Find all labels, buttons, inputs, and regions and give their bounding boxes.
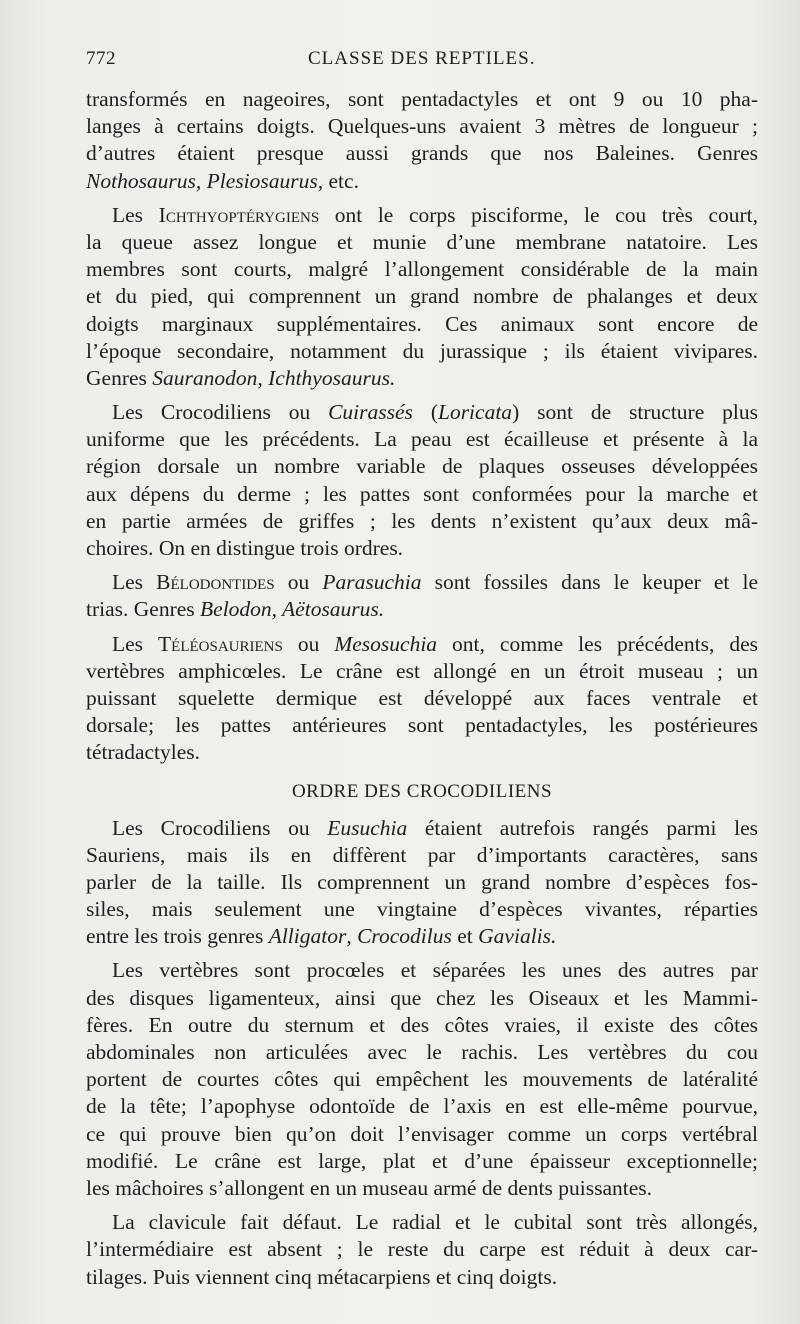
text-run: etc. xyxy=(323,168,359,193)
text-line: parler de la taille. Ils comprennent un grand nombre d’espèces fos- xyxy=(86,869,758,894)
text-line xyxy=(86,168,758,195)
text-line xyxy=(86,399,758,426)
text-line: uniforme que les précédents. La peau est écailleuse et présente à la xyxy=(86,427,758,452)
text-run: ) sont de structure plus xyxy=(512,400,758,425)
text-line: fères. En outre du sternum et des côtes vraies, il existe des côtes xyxy=(86,1012,758,1037)
italic-term: Mesosuchia xyxy=(334,631,438,656)
italic-term: Parasuchia xyxy=(322,570,422,595)
text-line: doigts marginaux supplémentaires. Ces animaux sont encore de xyxy=(86,311,758,336)
text-line: tilages. Puis viennent cinq métacarpiens et cinq doigts. xyxy=(86,1264,558,1289)
text-line: La clavicule fait défaut. Le radial et le cubital sont très allongés, xyxy=(112,1210,758,1235)
text-run: Les xyxy=(112,570,157,595)
text-run: Genres xyxy=(86,365,153,390)
text-line xyxy=(86,365,758,392)
text-run: étaient autrefois rangés parmi les xyxy=(407,815,758,840)
page-number: 772 xyxy=(86,48,116,69)
text-line: de la tête; l’apophyse odontoïde de l’axis en est elle-même pourvue, xyxy=(86,1094,758,1119)
text-line: aux dépens du derme ; les pattes sont conformées pour la marche et xyxy=(86,481,758,506)
text-run: ( xyxy=(412,400,438,425)
text-line: et du pied, qui comprennent un grand nombre de phalanges et deux xyxy=(86,284,758,309)
text-line xyxy=(86,202,758,229)
text-line: ce qui prouve bien qu’on doit l’envisager comme un corps vertébral xyxy=(86,1121,758,1146)
text-line: langes à certains doigts. Quelques-uns avaient 3 mètres de longueur ; xyxy=(86,114,758,139)
italic-genus: Crocodilus xyxy=(357,924,452,949)
text-line: portent de courtes côtes qui empêchent les mouvements de latéralité xyxy=(86,1067,758,1092)
text-line: Les vertèbres sont procœles et séparées les unes des autres par xyxy=(112,958,758,983)
small-caps-term: Bélodontides xyxy=(156,570,275,595)
italic-term: Loricata xyxy=(437,400,513,425)
text-run: Les Crocodiliens ou xyxy=(112,815,328,840)
text-run: ou xyxy=(282,631,335,656)
text-run: Les xyxy=(112,202,159,227)
text-line: l’intermédiaire est absent ; le reste du carpe est réduit à deux car- xyxy=(86,1237,758,1262)
text-line xyxy=(86,631,758,658)
italic-genus: Belodon, Aëtosaurus. xyxy=(200,597,385,622)
text-line: abdominales non articulées avec le rachis. Les vertèbres du cou xyxy=(86,1040,758,1064)
text-run: et xyxy=(451,924,479,949)
text-line: tétradactyles. xyxy=(86,740,201,765)
running-head xyxy=(86,48,746,74)
text-line: siles, mais seulement une vingtaine d’espèces vivantes, réparties xyxy=(86,897,758,922)
text-line: modifié. Le crâne est large, plat et d’une épaisseur exceptionnelle; xyxy=(86,1148,758,1173)
text-body xyxy=(86,86,758,1291)
text-line: en partie armées de griffes ; les dents n’existent qu’aux deux mâ- xyxy=(86,508,758,533)
text-line: l’époque secondaire, notamment du jurassique ; ils étaient vivipares. xyxy=(86,338,758,363)
italic-term: Cuirassés xyxy=(328,400,413,425)
small-caps-term: Ichthyoptérygiens xyxy=(158,202,320,227)
text-line: des disques ligamenteux, ainsi que chez les Oiseaux et les Mammi- xyxy=(86,985,758,1010)
italic-term: Eusuchia xyxy=(327,815,408,840)
text-line: région dorsale un nombre variable de plaques osseuses développées xyxy=(86,454,758,479)
italic-genus: Gavialis. xyxy=(478,924,557,949)
text-run: ont le corps pisciforme, le cou très court, xyxy=(319,202,758,227)
text-run: entre les trois genres xyxy=(86,924,269,949)
text-line: d’autres étaient presque aussi grands que nos Baleines. Genres xyxy=(86,141,758,166)
text-line: dorsale; les pattes antérieures sont pentadactyles, les postérieures xyxy=(86,713,758,738)
text-line xyxy=(86,569,758,596)
text-run: trias. Genres xyxy=(86,597,201,622)
text-line xyxy=(86,815,758,842)
running-title: CLASSE DES REPTILES. xyxy=(308,48,536,69)
italic-genus: Alligator xyxy=(268,924,347,949)
small-caps-term: Téléosauriens xyxy=(158,631,283,656)
text-line: membres sont courts, malgré l’allongement considérable de la main xyxy=(86,257,758,282)
text-run: Les xyxy=(112,631,159,656)
text-run: sont fossiles dans le keuper et le xyxy=(421,570,758,595)
text-line: puissant squelette dermique est développé aux faces ventrale et xyxy=(86,685,758,710)
text-run: ont, comme les précédents, des xyxy=(437,631,758,656)
text-line: vertèbres amphicœles. Le crâne est allongé en un étroit museau ; un xyxy=(86,658,758,683)
text-line xyxy=(86,596,758,623)
text-line: Sauriens, mais ils en diffèrent par d’importants caractères, sans xyxy=(86,842,758,867)
text-run: , xyxy=(346,924,358,949)
text-line: choires. On en distingue trois ordres. xyxy=(86,536,404,560)
text-line: transformés en nageoires, sont pentadactyles et ont 9 ou 10 pha- xyxy=(86,87,758,111)
text-line: les mâchoires s’allongent en un museau armé de dents puissantes. xyxy=(86,1175,653,1200)
text-line xyxy=(86,923,758,950)
italic-genus: Nothosaurus, Plesiosaurus, xyxy=(86,168,324,193)
section-heading: ORDRE DES CROCODILIENS xyxy=(291,780,553,802)
text-run: Les Crocodiliens ou xyxy=(112,400,329,425)
text-line: la queue assez longue et munie d’une membrane natatoire. Les xyxy=(86,229,758,254)
italic-genus: Sauranodon, Ichthyosaurus. xyxy=(152,365,396,390)
text-run: ou xyxy=(274,570,323,595)
